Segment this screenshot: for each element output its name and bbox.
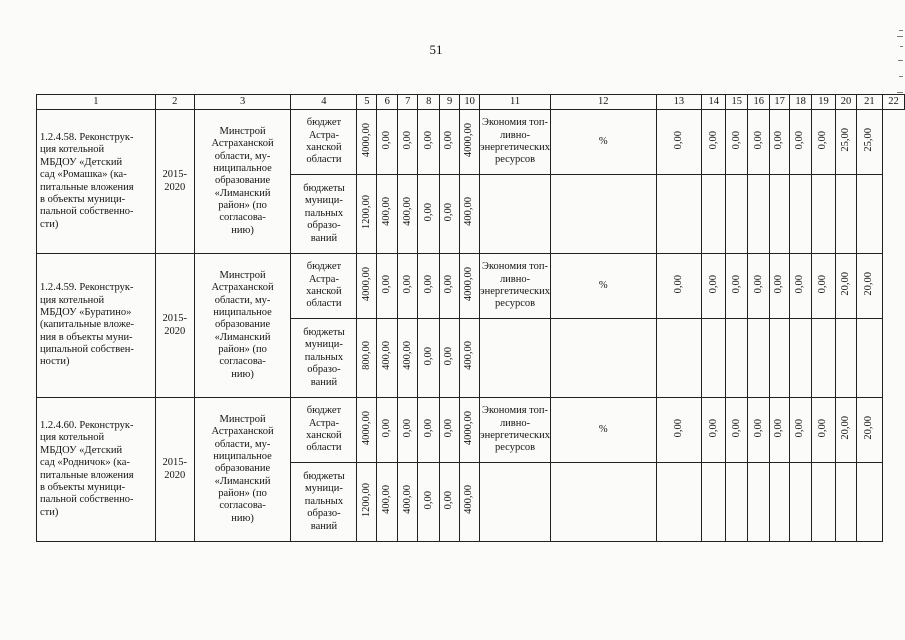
funding-value xyxy=(460,110,480,175)
indicator-value-text: 0,00 xyxy=(672,418,684,437)
header-cell: 1 xyxy=(37,95,156,110)
program-table xyxy=(36,94,905,542)
measure-name: 1.2.4.59. Реконструк- ция котельной МБДОУ «Буратино» (капитальные вложе- ния в объекты муни- ципальной собствен- ности) xyxy=(37,254,156,398)
indicator-value xyxy=(790,110,812,175)
indicator-value xyxy=(726,398,748,463)
header-cell: 11 xyxy=(480,95,551,110)
empty-cell xyxy=(656,175,702,254)
indicator-value-text: 0,00 xyxy=(794,274,806,293)
empty-cell xyxy=(836,319,857,398)
funding-value xyxy=(398,463,418,542)
indicator-value-text: 0,00 xyxy=(773,130,785,149)
empty-cell xyxy=(770,463,790,542)
indicator-value-text: 25,00 xyxy=(863,128,875,152)
funding-value xyxy=(377,463,398,542)
indicator-value xyxy=(726,110,748,175)
funding-value-text: 0,00 xyxy=(443,418,455,437)
funding-value-text: 0,00 xyxy=(401,274,413,293)
funding-value xyxy=(357,398,377,463)
table-row xyxy=(37,398,905,463)
header-cell: 16 xyxy=(748,95,770,110)
funding-source: бюджеты муници- пальных образо- ваний xyxy=(291,463,357,542)
funding-value xyxy=(377,175,398,254)
funding-value-text: 0,00 xyxy=(422,346,434,365)
funding-value-text: 400,00 xyxy=(463,485,475,515)
funding-source: бюджеты муници- пальных образо- ваний xyxy=(291,175,357,254)
period: 2015- 2020 xyxy=(155,398,194,542)
indicator-unit: % xyxy=(550,254,656,319)
funding-value-text: 1200,00 xyxy=(360,194,372,229)
indicator-value-text: 20,00 xyxy=(863,416,875,440)
header-cell: 3 xyxy=(194,95,291,110)
funding-value xyxy=(418,175,440,254)
indicator-value-text: 0,00 xyxy=(794,418,806,437)
funding-value-text: 0,00 xyxy=(381,418,393,437)
indicator-value-text: 20,00 xyxy=(863,272,875,296)
funding-value-text: 400,00 xyxy=(463,341,475,371)
empty-cell xyxy=(748,319,770,398)
indicator-value-text: 0,00 xyxy=(730,130,742,149)
indicator-value xyxy=(836,110,857,175)
funding-value xyxy=(398,319,418,398)
indicator-value-text: 0,00 xyxy=(752,274,764,293)
funding-value xyxy=(398,110,418,175)
indicator-value xyxy=(790,254,812,319)
period: 2015- 2020 xyxy=(155,110,194,254)
indicator-value xyxy=(656,110,702,175)
empty-cell xyxy=(770,175,790,254)
funding-value-text: 0,00 xyxy=(443,202,455,221)
funding-value xyxy=(440,254,460,319)
empty-cell xyxy=(702,463,726,542)
header-cell: 22 xyxy=(882,95,904,110)
funding-value-text: 0,00 xyxy=(422,418,434,437)
funding-value-text: 0,00 xyxy=(422,130,434,149)
indicator-value-text: 0,00 xyxy=(773,274,785,293)
executor: Минстрой Астраханской области, му- ниципальное образование «Лиманский район» (по согласова- нию) xyxy=(194,254,291,398)
funding-value-text: 4000,00 xyxy=(360,266,372,301)
header-cell: 13 xyxy=(656,95,702,110)
indicator-value-text: 0,00 xyxy=(672,130,684,149)
table-row xyxy=(37,110,905,175)
empty-cell xyxy=(790,175,812,254)
measure-name: 1.2.4.60. Реконструк- ция котельной МБДОУ «Детский сад «Родничок» (ка- питальные вложения в объекты муници- пальной собственно- сти) xyxy=(37,398,156,542)
empty-cell xyxy=(702,319,726,398)
header-cell: 8 xyxy=(418,95,440,110)
funding-value-text: 0,00 xyxy=(381,130,393,149)
funding-value xyxy=(418,254,440,319)
funding-value xyxy=(398,254,418,319)
indicator-value-text: 25,00 xyxy=(839,128,851,152)
header-cell: 18 xyxy=(790,95,812,110)
empty-cell xyxy=(550,463,656,542)
indicator-value xyxy=(790,398,812,463)
header-cell: 4 xyxy=(291,95,357,110)
indicator-unit: % xyxy=(550,110,656,175)
funding-value-text: 400,00 xyxy=(401,485,413,515)
header-cell: 14 xyxy=(702,95,726,110)
header-cell: 19 xyxy=(812,95,836,110)
indicator-value-text: 0,00 xyxy=(752,130,764,149)
header-cell: 20 xyxy=(836,95,857,110)
funding-value xyxy=(440,175,460,254)
funding-value xyxy=(418,463,440,542)
empty-cell xyxy=(812,175,836,254)
funding-value xyxy=(460,398,480,463)
funding-source: бюджет Астра- ханской области xyxy=(291,398,357,463)
indicator-value-text: 0,00 xyxy=(752,418,764,437)
header-cell: 10 xyxy=(460,95,480,110)
header-cell: 6 xyxy=(377,95,398,110)
empty-cell xyxy=(656,463,702,542)
empty-cell xyxy=(748,463,770,542)
indicator-value xyxy=(748,110,770,175)
funding-source: бюджет Астра- ханской области xyxy=(291,254,357,319)
funding-value-text: 400,00 xyxy=(381,341,393,371)
header-cell: 15 xyxy=(726,95,748,110)
funding-value xyxy=(418,398,440,463)
indicator-name: Экономия топ- ливно- энергетических ресурсов xyxy=(480,110,551,175)
indicator-value xyxy=(702,398,726,463)
indicator-value-text: 0,00 xyxy=(773,418,785,437)
funding-value-text: 0,00 xyxy=(443,130,455,149)
funding-value xyxy=(357,175,377,254)
header-cell: 5 xyxy=(357,95,377,110)
header-row xyxy=(37,95,905,110)
indicator-value-text: 0,00 xyxy=(730,418,742,437)
header-cell: 17 xyxy=(770,95,790,110)
empty-cell xyxy=(836,463,857,542)
empty-cell xyxy=(702,175,726,254)
indicator-value-text: 20,00 xyxy=(839,272,851,296)
indicator-value xyxy=(702,110,726,175)
funding-value xyxy=(357,319,377,398)
funding-value-text: 400,00 xyxy=(381,485,393,515)
empty-cell xyxy=(790,463,812,542)
period: 2015- 2020 xyxy=(155,254,194,398)
empty-cell xyxy=(480,175,551,254)
empty-cell xyxy=(480,463,551,542)
indicator-value-text: 0,00 xyxy=(817,274,829,293)
executor: Минстрой Астраханской области, му- ниципальное образование «Лиманский район» (по согласова- нию) xyxy=(194,110,291,254)
funding-value xyxy=(440,110,460,175)
measure-name: 1.2.4.58. Реконструк- ция котельной МБДОУ «Детский сад «Ромашка» (ка- питальные вложения в объекты муници- пальной собственно- сти) xyxy=(37,110,156,254)
funding-value xyxy=(418,110,440,175)
funding-source: бюджет Астра- ханской области xyxy=(291,110,357,175)
executor: Минстрой Астраханской области, му- ниципальное образование «Лиманский район» (по согласова- нию) xyxy=(194,398,291,542)
funding-value-text: 0,00 xyxy=(381,274,393,293)
table-row xyxy=(37,254,905,319)
funding-value xyxy=(398,398,418,463)
indicator-value-text: 0,00 xyxy=(707,274,719,293)
page-number: 51 xyxy=(429,42,443,57)
funding-value-text: 400,00 xyxy=(381,197,393,227)
header-cell: 12 xyxy=(550,95,656,110)
empty-cell xyxy=(726,175,748,254)
funding-value xyxy=(440,398,460,463)
funding-value xyxy=(357,110,377,175)
indicator-value xyxy=(770,110,790,175)
indicator-value-text: 0,00 xyxy=(794,130,806,149)
empty-cell xyxy=(812,463,836,542)
indicator-value-text: 0,00 xyxy=(817,130,829,149)
empty-cell xyxy=(748,175,770,254)
funding-value-text: 0,00 xyxy=(401,130,413,149)
funding-value xyxy=(460,254,480,319)
empty-cell xyxy=(790,319,812,398)
funding-value-text: 0,00 xyxy=(443,490,455,509)
funding-value-text: 0,00 xyxy=(443,274,455,293)
funding-value xyxy=(377,398,398,463)
indicator-value xyxy=(656,398,702,463)
indicator-name: Экономия топ- ливно- энергетических ресурсов xyxy=(480,254,551,319)
empty-cell xyxy=(550,319,656,398)
indicator-value xyxy=(770,398,790,463)
funding-value xyxy=(377,254,398,319)
funding-value xyxy=(440,463,460,542)
funding-value-text: 0,00 xyxy=(422,202,434,221)
funding-value xyxy=(460,319,480,398)
empty-cell xyxy=(656,319,702,398)
funding-value xyxy=(460,175,480,254)
empty-cell xyxy=(480,319,551,398)
empty-cell xyxy=(550,175,656,254)
funding-value xyxy=(398,175,418,254)
indicator-value xyxy=(702,254,726,319)
funding-value-text: 4000,00 xyxy=(463,266,475,301)
funding-value-text: 4000,00 xyxy=(463,410,475,445)
indicator-value xyxy=(856,398,882,463)
indicator-value xyxy=(748,254,770,319)
indicator-value xyxy=(748,398,770,463)
header-cell: 2 xyxy=(155,95,194,110)
funding-value-text: 800,00 xyxy=(360,341,372,371)
empty-cell xyxy=(812,319,836,398)
funding-value xyxy=(357,463,377,542)
header-cell: 7 xyxy=(398,95,418,110)
funding-value-text: 400,00 xyxy=(401,197,413,227)
funding-value-text: 0,00 xyxy=(401,418,413,437)
funding-value-text: 400,00 xyxy=(401,341,413,371)
funding-value xyxy=(418,319,440,398)
empty-cell xyxy=(726,319,748,398)
indicator-value-text: 0,00 xyxy=(672,274,684,293)
funding-value-text: 1200,00 xyxy=(360,482,372,517)
indicator-name: Экономия топ- ливно- энергетических ресурсов xyxy=(480,398,551,463)
funding-value-text: 0,00 xyxy=(422,274,434,293)
empty-cell xyxy=(836,175,857,254)
indicator-value xyxy=(812,398,836,463)
indicator-value xyxy=(726,254,748,319)
indicator-value xyxy=(812,110,836,175)
funding-value-text: 0,00 xyxy=(443,346,455,365)
indicator-value xyxy=(836,398,857,463)
funding-source: бюджеты муници- пальных образо- ваний xyxy=(291,319,357,398)
funding-value-text: 4000,00 xyxy=(463,122,475,157)
indicator-unit: % xyxy=(550,398,656,463)
header-cell: 9 xyxy=(440,95,460,110)
indicator-value xyxy=(656,254,702,319)
funding-value xyxy=(440,319,460,398)
funding-value-text: 4000,00 xyxy=(360,410,372,445)
header-cell: 21 xyxy=(856,95,882,110)
indicator-value-text: 20,00 xyxy=(839,416,851,440)
funding-value-text: 0,00 xyxy=(422,490,434,509)
indicator-value-text: 0,00 xyxy=(707,418,719,437)
indicator-value xyxy=(856,110,882,175)
funding-value xyxy=(377,319,398,398)
empty-cell xyxy=(856,319,882,398)
indicator-value xyxy=(812,254,836,319)
indicator-value xyxy=(770,254,790,319)
indicator-value-text: 0,00 xyxy=(730,274,742,293)
funding-value xyxy=(377,110,398,175)
indicator-value-text: 0,00 xyxy=(707,130,719,149)
empty-cell xyxy=(726,463,748,542)
indicator-value-text: 0,00 xyxy=(817,418,829,437)
empty-cell xyxy=(770,319,790,398)
funding-value-text: 4000,00 xyxy=(360,122,372,157)
indicator-value xyxy=(856,254,882,319)
funding-value xyxy=(357,254,377,319)
funding-value-text: 400,00 xyxy=(463,197,475,227)
funding-value xyxy=(460,463,480,542)
empty-cell xyxy=(856,463,882,542)
empty-cell xyxy=(856,175,882,254)
indicator-value xyxy=(836,254,857,319)
